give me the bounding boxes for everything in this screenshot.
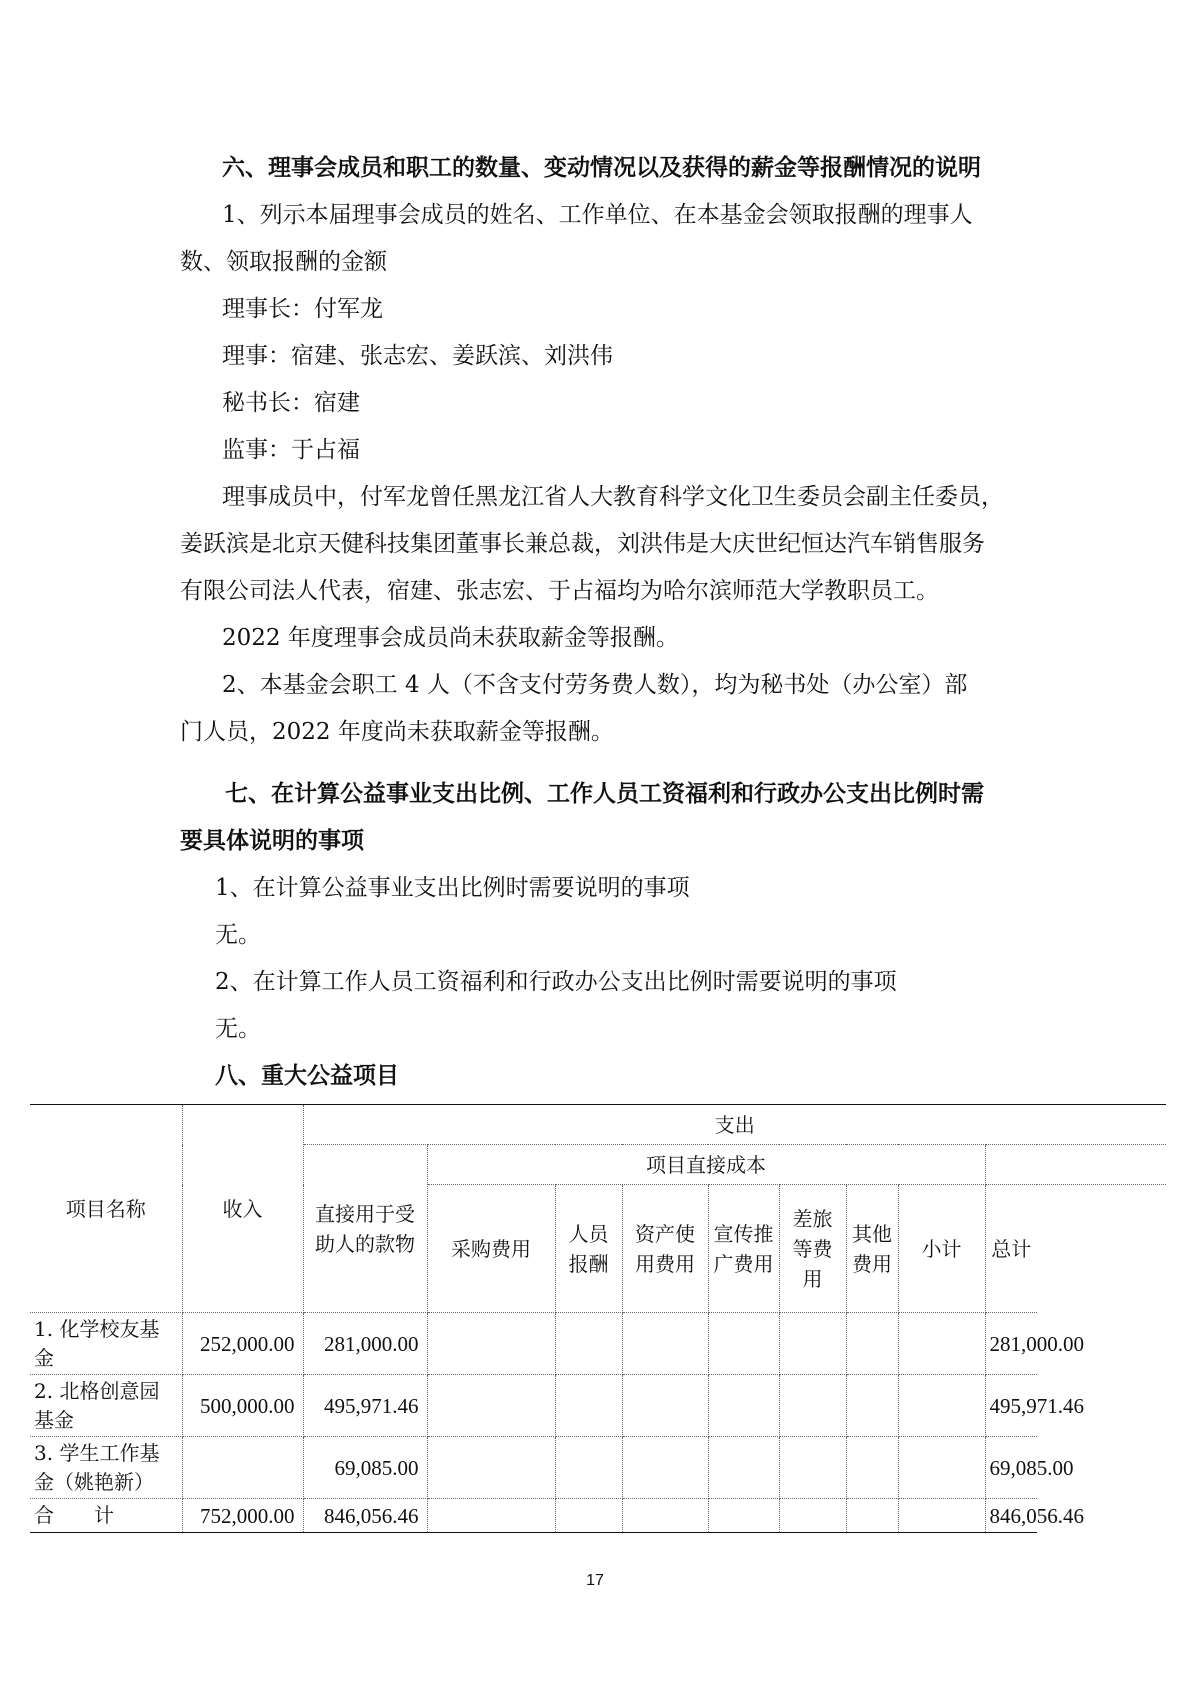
section7-item2: 2、在计算工作人员工资福利和行政办公支出比例时需要说明的事项	[215, 969, 897, 995]
directors-line: 理事：宿建、张志宏、姜跃滨、刘洪伟	[222, 343, 613, 369]
row-total: 281,000.00	[985, 1313, 1037, 1375]
header-personnel: 人员报酬	[555, 1185, 622, 1313]
pay-note: 2022 年度理事会成员尚未获取薪金等报酬。	[222, 625, 679, 651]
section6-item1-line1: 1、列示本届理事会成员的姓名、工作单位、在本基金会领取报酬的理事人	[222, 202, 973, 228]
members-desc-line3: 有限公司法人代表，宿建、张志宏、于占福均为哈尔滨师范大学教职员工。	[180, 578, 939, 604]
section7-item2-answer: 无。	[215, 1016, 261, 1042]
row-income: 500,000.00	[182, 1375, 303, 1437]
row-total: 846,056.46	[985, 1499, 1037, 1533]
header-blank	[985, 1145, 1166, 1185]
page-number: 17	[586, 1572, 604, 1589]
header-procurement: 采购费用	[427, 1185, 555, 1313]
section6-item2-line1: 2、本基金会职工 4 人（不含支付劳务费人数），均为秘书处（办公室）部	[222, 672, 968, 698]
header-project-name: 项目名称	[30, 1105, 182, 1313]
section6-item1-line2: 数、领取报酬的金额	[180, 249, 387, 275]
row-income	[182, 1437, 303, 1499]
row-direct: 69,085.00	[303, 1437, 427, 1499]
header-publicity: 宣传推广费用	[708, 1185, 779, 1313]
members-desc-line1: 理事成员中，付军龙曾任黑龙江省人大教育科学文化卫生委员会副主任委员，	[222, 484, 1004, 510]
row-total: 69,085.00	[985, 1437, 1037, 1499]
section7-item1: 1、在计算公益事业支出比例时需要说明的事项	[215, 875, 690, 901]
header-travel: 差旅等费用	[779, 1185, 846, 1313]
section7-title-line2: 要具体说明的事项	[180, 828, 364, 854]
row-project-name: 3. 学生工作基金（姚艳新）	[30, 1437, 182, 1499]
supervisor-line: 监事：于占福	[222, 437, 360, 463]
table-row	[30, 1313, 1166, 1375]
header-other: 其他费用	[846, 1185, 898, 1313]
chairman-line: 理事长：付军龙	[222, 296, 383, 322]
row-income: 752,000.00	[182, 1499, 303, 1533]
header-income: 收入	[182, 1105, 303, 1313]
members-desc-line2: 姜跃滨是北京天健科技集团董事长兼总裁，刘洪伟是大庆世纪恒达汽车销售服务	[180, 531, 985, 557]
row-income: 252,000.00	[182, 1313, 303, 1375]
section6-title: 六、理事会成员和职工的数量、变动情况以及获得的薪金等报酬情况的说明	[222, 155, 981, 181]
row-direct: 846,056.46	[303, 1499, 427, 1533]
table-total-row	[30, 1499, 1166, 1533]
section8-title: 八、重大公益项目	[215, 1063, 399, 1089]
row-project-name: 2. 北格创意园基金	[30, 1375, 182, 1437]
header-direct-cost: 项目直接成本	[427, 1145, 985, 1185]
row-total: 495,971.46	[985, 1375, 1037, 1437]
secretary-line: 秘书长：宿建	[222, 390, 360, 416]
table-row	[30, 1437, 1166, 1499]
header-asset-usage: 资产使用费用	[622, 1185, 708, 1313]
row-direct: 495,971.46	[303, 1375, 427, 1437]
header-direct-beneficiary: 直接用于受助人的款物	[303, 1145, 427, 1313]
header-total: 总计	[985, 1185, 1037, 1313]
row-project-name: 合 计	[30, 1499, 182, 1533]
header-subtotal: 小计	[898, 1185, 985, 1313]
row-project-name: 1. 化学校友基金	[30, 1313, 182, 1375]
section7-title-line1: 七、在计算公益事业支出比例、工作人员工资福利和行政办公支出比例时需	[225, 781, 984, 807]
row-direct: 281,000.00	[303, 1313, 427, 1375]
header-expenditure: 支出	[303, 1105, 1166, 1145]
major-projects-table	[30, 1104, 1166, 1533]
table-row	[30, 1375, 1166, 1437]
section7-item1-answer: 无。	[215, 922, 261, 948]
section6-item2-line2: 门人员，2022 年度尚未获取薪金等报酬。	[180, 719, 614, 745]
